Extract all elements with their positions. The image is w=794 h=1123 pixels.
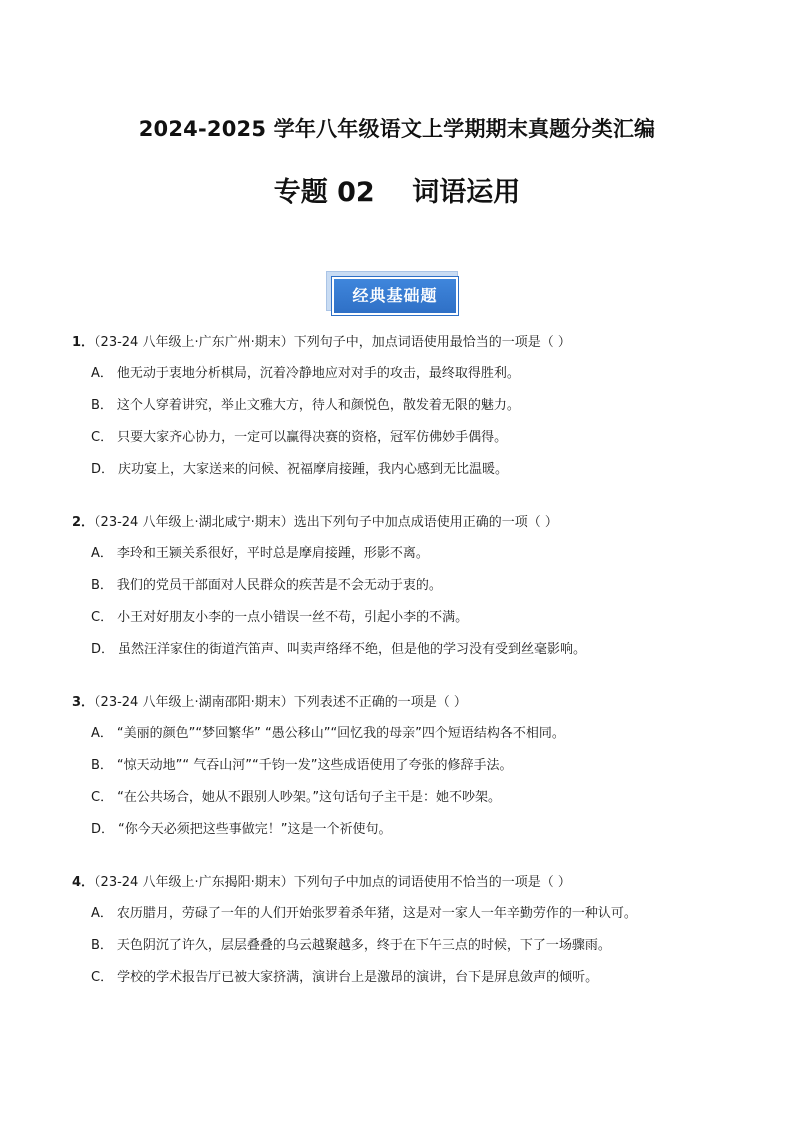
option-text: 庆功宴上，大家送来的问候、祝福摩肩接踵，我内心感到无比温暖。 bbox=[118, 462, 509, 477]
option-a bbox=[72, 364, 732, 384]
option-c bbox=[72, 428, 732, 448]
option-text: 这个人穿着讲究，举止文雅大方，待人和颜悦色，散发着无限的魅力。 bbox=[116, 398, 520, 413]
question-1 bbox=[72, 333, 732, 480]
option-d bbox=[72, 640, 732, 660]
option-letter: B． bbox=[91, 938, 113, 953]
question-stem bbox=[72, 693, 732, 713]
option-text: “你今天必须把这些事做完！”这是一个祈使句。 bbox=[118, 822, 392, 837]
question-stem bbox=[72, 333, 732, 353]
question-number: 1． bbox=[72, 335, 95, 350]
option-a bbox=[72, 544, 732, 564]
question-stem bbox=[72, 513, 732, 533]
option-text: 我们的党员干部面对人民群众的疾苦是不会无动于衷的。 bbox=[116, 578, 442, 593]
option-letter: D． bbox=[91, 822, 115, 837]
option-text: 天色阴沉了许久，层层叠叠的乌云越聚越多，终于在下午三点的时候，下了一场骤雨。 bbox=[116, 938, 611, 953]
option-text: 小王对好朋友小李的一点小错误一丝不苟，引起小李的不满。 bbox=[117, 610, 469, 625]
document-subtitle: 专题 02 词语运用 bbox=[273, 177, 521, 208]
option-letter: C． bbox=[91, 970, 114, 985]
question-4 bbox=[72, 873, 732, 988]
option-c bbox=[72, 968, 732, 988]
option-text: 李玲和王颍关系很好，平时总是摩肩接踵，形影不离。 bbox=[116, 546, 429, 561]
question-number: 4． bbox=[72, 875, 95, 890]
option-b bbox=[72, 756, 732, 776]
option-letter: B． bbox=[91, 758, 113, 773]
option-letter: A． bbox=[91, 366, 113, 381]
option-text: “惊天动地”“ 气吞山河”“千钧一发”这些成语使用了夸张的修辞手法。 bbox=[116, 758, 513, 773]
badge-label: 经典基础题 bbox=[332, 277, 458, 315]
option-letter: D． bbox=[91, 462, 115, 477]
question-number: 2． bbox=[72, 515, 95, 530]
question-3 bbox=[72, 693, 732, 840]
option-c bbox=[72, 788, 732, 808]
question-list bbox=[72, 333, 732, 1021]
question-text: （23-24 八年级上·湖北咸宁·期末）选出下列句子中加点成语使用正确的一项（ ） bbox=[94, 515, 558, 530]
option-d bbox=[72, 460, 732, 480]
option-a bbox=[72, 904, 732, 924]
question-stem bbox=[72, 873, 732, 893]
question-text: （23-24 八年级上·广东揭阳·期末）下列句子中加点的词语使用不恰当的一项是（ ） bbox=[94, 875, 571, 890]
option-text: 虽然汪洋家住的街道汽笛声、叫卖声络绎不绝，但是他的学习没有受到丝毫影响。 bbox=[118, 642, 587, 657]
option-text: 学校的学术报告厅已被大家挤满，演讲台上是激昂的演讲，台下是屏息敛声的倾听。 bbox=[117, 970, 599, 985]
option-text: “在公共场合，她从不跟别人吵架。”这句话句子主干是：她不吵架。 bbox=[117, 790, 502, 805]
option-letter: D． bbox=[91, 642, 115, 657]
option-letter: A． bbox=[91, 906, 113, 921]
option-text: 只要大家齐心协力，一定可以赢得决赛的资格，冠军仿佛妙手偶得。 bbox=[117, 430, 508, 445]
option-letter: B． bbox=[91, 578, 113, 593]
section-badge bbox=[326, 271, 466, 315]
document-title: 2024-2025 学年八年级语文上学期期末真题分类汇编 bbox=[138, 117, 656, 141]
option-text: 农历腊月，劳碌了一年的人们开始张罗着杀年猪，这是对一家人一年辛勤劳作的一种认可。 bbox=[116, 906, 637, 921]
option-c bbox=[72, 608, 732, 628]
question-2 bbox=[72, 513, 732, 660]
option-text: 他无动于衷地分析棋局，沉着冷静地应对对手的攻击，最终取得胜利。 bbox=[116, 366, 520, 381]
option-letter: C． bbox=[91, 430, 114, 445]
option-b bbox=[72, 576, 732, 596]
option-b bbox=[72, 396, 732, 416]
option-letter: C． bbox=[91, 610, 114, 625]
option-a bbox=[72, 724, 732, 744]
option-letter: A． bbox=[91, 546, 113, 561]
option-d bbox=[72, 820, 732, 840]
question-text: （23-24 八年级上·广东广州·期末）下列句子中，加点词语使用最恰当的一项是（ ） bbox=[94, 335, 571, 350]
option-letter: C． bbox=[91, 790, 114, 805]
question-text: （23-24 八年级上·湖南邵阳·期末）下列表述不正确的一项是（ ） bbox=[94, 695, 467, 710]
option-text: “美丽的颜色”“梦回繁华” “愚公移山”“回忆我的母亲”四个短语结构各不相同。 bbox=[116, 726, 565, 741]
question-number: 3． bbox=[72, 695, 95, 710]
option-letter: B． bbox=[91, 398, 113, 413]
option-b bbox=[72, 936, 732, 956]
option-letter: A． bbox=[91, 726, 113, 741]
